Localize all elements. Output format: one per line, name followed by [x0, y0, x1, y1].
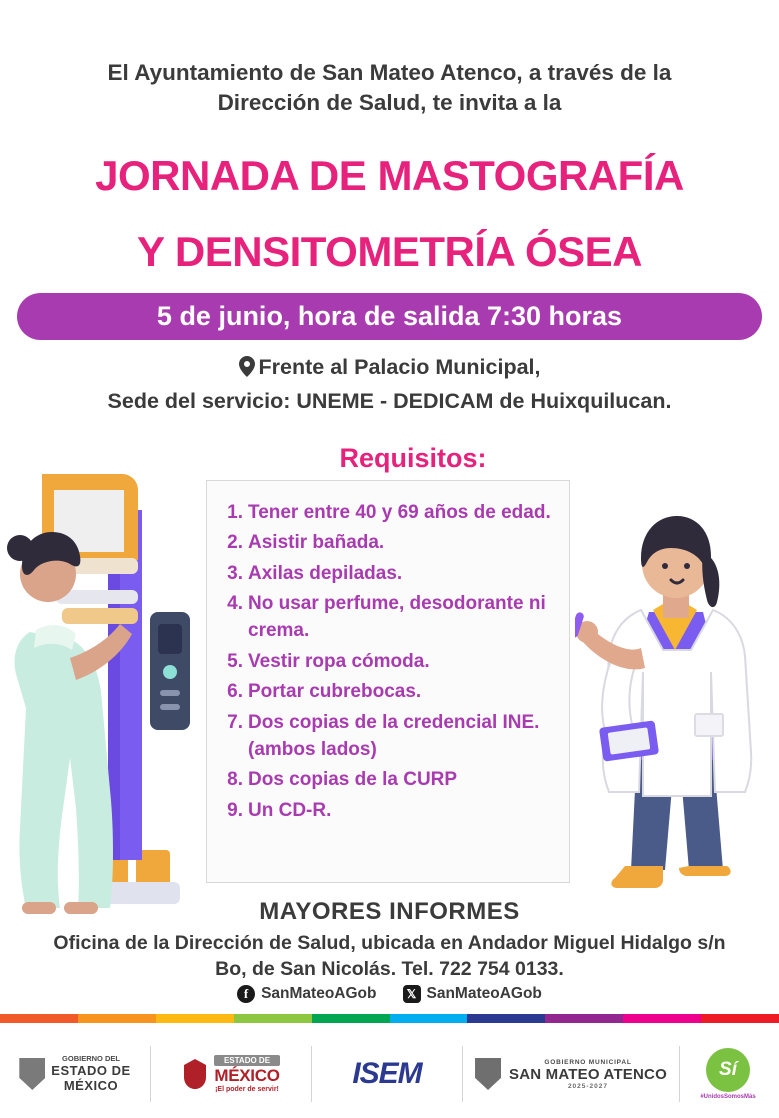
mexico-big-label: MÉXICO: [214, 1066, 280, 1085]
edomex-big-label: MÉXICO: [63, 1078, 119, 1094]
twitter-handle: SanMateoAGob: [426, 985, 542, 1002]
edomex-shield-icon: [19, 1058, 45, 1090]
info-line-1: Oficina de la Dirección de Salud, ubicada en Andador Miguel Hidalgo s/n: [53, 932, 726, 954]
req-text: Asistir bañada.: [248, 532, 385, 554]
req-text: No usar perfume, desodorante ni crema.: [248, 593, 546, 642]
req-number: 1.: [227, 502, 243, 523]
logo-mexico: [151, 1038, 311, 1110]
logo-si-badge: [680, 1038, 776, 1110]
info-lines: [0, 930, 779, 983]
req-number: 8.: [227, 769, 243, 791]
logo-isem: [312, 1038, 462, 1110]
requirements-title: Requisitos:: [339, 443, 487, 473]
page-title-line-1: JORNADA DE MASTOGRAFÍA: [95, 152, 684, 199]
intro-text: [0, 58, 779, 119]
req-number: 9.: [227, 799, 243, 821]
mammography-illustration: [0, 462, 210, 927]
req-number: 5.: [227, 650, 243, 672]
isem-label: ISEM: [352, 1057, 422, 1090]
req-number: 7.: [227, 711, 243, 733]
list-item: [223, 766, 555, 793]
san-mateo-years-label: 2025-2027: [567, 1082, 609, 1090]
stripe-segment: [467, 1014, 545, 1023]
x-twitter-icon: 𝕏: [403, 985, 421, 1003]
san-mateo-big-label: SAN MATEO ATENCO: [509, 1065, 667, 1083]
date-banner-label: 5 de junio, hora de salida 7:30 horas: [156, 301, 623, 331]
req-text: Dos copias de la CURP: [248, 769, 458, 791]
facebook-icon: f: [237, 985, 255, 1003]
info-line-2: Bo, de San Nicolás. Tel. 722 754 0133.: [215, 958, 564, 981]
req-text: Portar cubrebocas.: [248, 681, 422, 703]
list-item: [223, 797, 555, 824]
si-badge-icon: Sí: [706, 1048, 750, 1092]
location-text: [0, 352, 779, 417]
mexico-badge-label: ESTADO DE: [214, 1055, 279, 1066]
req-number: 2.: [227, 532, 243, 554]
stripe-segment: [701, 1014, 779, 1023]
logo-bar: [0, 1030, 779, 1118]
req-number: 3.: [227, 562, 243, 584]
req-number: 6.: [227, 681, 243, 703]
location-pin-icon: [239, 355, 255, 386]
req-text: Axilas depiladas.: [248, 562, 403, 584]
doctor-illustration: [575, 500, 779, 925]
stripe-segment: [234, 1014, 312, 1023]
req-number: 4.: [227, 593, 243, 615]
list-item: [223, 499, 555, 526]
list-item: [223, 529, 555, 556]
si-caption-label: #UnidosSomosMás: [700, 1094, 756, 1100]
req-text: Dos copias de la credencial INE. (ambos lados): [248, 711, 540, 760]
req-text: Tener entre 40 y 69 años de edad.: [248, 502, 551, 523]
req-text: Un CD-R.: [248, 799, 332, 821]
san-mateo-shield-icon: [475, 1058, 501, 1090]
intro-line-2: Dirección de Salud, te invita a la: [217, 90, 562, 116]
stripe-segment: [623, 1014, 701, 1023]
social-links: [0, 985, 779, 1003]
list-item: [223, 648, 555, 675]
requirements-list: [223, 499, 555, 824]
edomex-mid-label: ESTADO DE: [51, 1063, 131, 1079]
stripe-segment: [545, 1014, 623, 1023]
list-item: [223, 678, 555, 705]
location-line-1: [0, 352, 779, 386]
requirements-box: [206, 480, 570, 883]
list-item: [223, 709, 555, 764]
color-stripe: [0, 1014, 779, 1023]
stripe-segment: [156, 1014, 234, 1023]
date-banner: [17, 293, 762, 340]
intro-line-1: El Ayuntamiento de San Mateo Atenco, a través de la: [107, 60, 672, 85]
mexico-sub-label: ¡El poder de servir!: [215, 1086, 279, 1093]
location-line-1-label: Frente al Palacio Municipal,: [258, 355, 541, 379]
page-title-line-2: Y DENSITOMETRÍA ÓSEA: [137, 228, 642, 275]
twitter-link[interactable]: [403, 985, 542, 1003]
logo-san-mateo: [463, 1038, 679, 1110]
info-title: MAYORES INFORMES: [259, 898, 520, 925]
req-text: Vestir ropa cómoda.: [248, 650, 430, 672]
stripe-segment: [390, 1014, 468, 1023]
list-item: [223, 560, 555, 587]
stripe-segment: [312, 1014, 390, 1023]
edomex-top-label: GOBIERNO DEL: [62, 1053, 120, 1063]
stripe-segment: [78, 1014, 156, 1023]
stripe-segment: [0, 1014, 78, 1023]
location-line-2: Sede del servicio: UNEME - DEDICAM de Huixquilucan.: [107, 389, 672, 414]
eagle-icon: [182, 1057, 208, 1091]
san-mateo-top-label: GOBIERNO MUNICIPAL: [544, 1058, 632, 1066]
list-item: [223, 590, 555, 645]
facebook-link[interactable]: [237, 985, 376, 1003]
facebook-handle: SanMateoAGob: [261, 985, 377, 1002]
logo-edomex: [0, 1038, 150, 1110]
